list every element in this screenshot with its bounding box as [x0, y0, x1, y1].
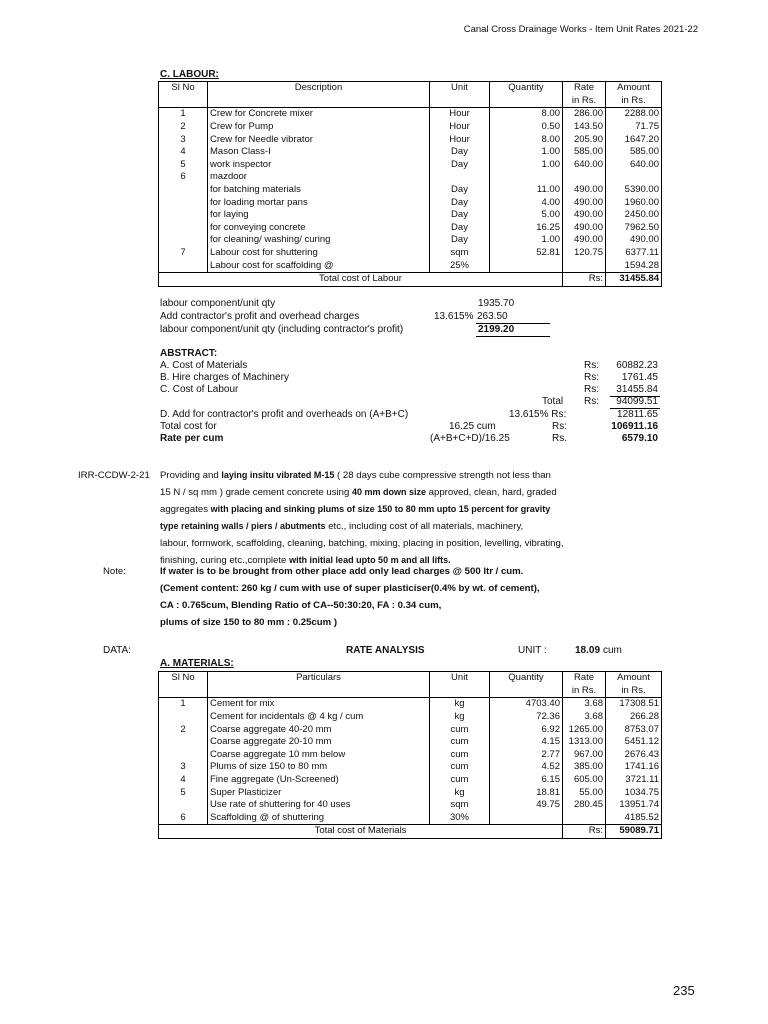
cell-unit: Day: [430, 222, 490, 235]
table-row: [159, 761, 662, 774]
cell-slno: [159, 749, 208, 762]
table-row: [159, 812, 662, 825]
cell-description: for conveying concrete: [208, 222, 430, 235]
table-row: [159, 749, 662, 762]
cell-description: Crew for Needle vibrator: [208, 133, 430, 146]
table-row: [159, 146, 662, 159]
table-row: [159, 196, 662, 209]
rate-analysis-title: RATE ANALYSIS: [346, 645, 425, 656]
cell-description: Coarse aggregate 20-10 mm: [208, 736, 430, 749]
total-cost-value: 106911.16: [611, 421, 658, 432]
cell-slno: 3: [159, 761, 208, 774]
table-row: [159, 259, 662, 272]
cell-description: for cleaning/ washing/ curing: [208, 234, 430, 247]
table-row: [159, 159, 662, 172]
cell-quantity: 1.00: [490, 234, 563, 247]
cell-rate: 1265.00: [563, 723, 606, 736]
col-qty-header: Quantity: [490, 672, 563, 685]
materials-total-value: 59089.71: [606, 825, 662, 839]
cell-quantity: 2.77: [490, 749, 563, 762]
cell-unit: cum: [430, 749, 490, 762]
cell-rate: 605.00: [563, 774, 606, 787]
cell-description: Coarse aggregate 10 mm below: [208, 749, 430, 762]
cell-slno: 1: [159, 108, 208, 121]
cell-rate: 286.00: [563, 108, 606, 121]
cell-slno: 5: [159, 159, 208, 172]
total-cost-rs: Rs:: [552, 421, 567, 432]
cell-description: Labour cost for scaffolding @: [208, 259, 430, 272]
cell-rate: 55.00: [563, 786, 606, 799]
cell-quantity: 18.81: [490, 786, 563, 799]
materials-header-row: [159, 672, 662, 685]
cell-unit: cum: [430, 774, 490, 787]
rate-formula: (A+B+C+D)/16.25: [430, 433, 510, 444]
table-row: [159, 247, 662, 260]
labour-header-row: [159, 82, 662, 95]
cell-quantity: 8.00: [490, 108, 563, 121]
cell-amount: 71.75: [606, 121, 662, 134]
incl-profit-value: 2199.20: [478, 324, 515, 335]
cell-description: for loading mortar pans: [208, 196, 430, 209]
cell-unit: cum: [430, 723, 490, 736]
incl-profit-label: labour component/unit qty (including contractor's profit): [160, 324, 404, 335]
materials-header-row-2: [159, 685, 662, 698]
materials-table: [158, 671, 662, 839]
col-unit-header: Unit: [430, 672, 490, 685]
cell-amount: 1960.00: [606, 196, 662, 209]
cell-rate: 3.68: [563, 711, 606, 724]
cell-slno: 4: [159, 774, 208, 787]
cell-quantity: 11.00: [490, 184, 563, 197]
rule: [476, 336, 550, 337]
cell-description: Plums of size 150 to 80 mm: [208, 761, 430, 774]
cell-amount: 1034.75: [606, 786, 662, 799]
cell-quantity: 52.81: [490, 247, 563, 260]
unit-value: cum: [603, 645, 622, 656]
abstract-d-label: D. Add for contractor's profit and overheads on (A+B+C): [160, 409, 409, 420]
item-code: IRR-CCDW-2-21: [78, 470, 150, 481]
cell-description: Fine aggregate (Un-Screened): [208, 774, 430, 787]
col-rate-header: Rate: [563, 82, 606, 95]
cell-quantity: 4703.40: [490, 698, 563, 711]
table-row: [159, 121, 662, 134]
note-label: Note:: [103, 566, 126, 577]
col-unit-header: Unit: [430, 82, 490, 95]
table-row: [159, 786, 662, 799]
cell-rate: 585.00: [563, 146, 606, 159]
unit-qty: 18.09: [575, 645, 601, 656]
cell-slno: [159, 259, 208, 272]
cell-description: Use rate of shuttering for 40 uses: [208, 799, 430, 812]
cell-quantity: 49.75: [490, 799, 563, 812]
cell-description: Scaffolding @ of shuttering: [208, 812, 430, 825]
cell-description: Coarse aggregate 40-20 mm: [208, 723, 430, 736]
cell-amount: 2288.00: [606, 108, 662, 121]
cell-rate: 143.50: [563, 121, 606, 134]
cell-slno: 4: [159, 146, 208, 159]
cell-unit: Day: [430, 146, 490, 159]
cell-quantity: [490, 259, 563, 272]
cell-unit: Day: [430, 196, 490, 209]
desc-line: type retaining walls / piers / abutments etc., including cost of all materials, machinery,: [160, 521, 524, 533]
col-particulars-header: Particulars: [208, 672, 430, 685]
cell-quantity: 16.25: [490, 222, 563, 235]
cell-slno: [159, 711, 208, 724]
col-rate-subheader: in Rs.: [563, 685, 606, 698]
cell-amount: 490.00: [606, 234, 662, 247]
cell-slno: [159, 196, 208, 209]
cell-slno: [159, 209, 208, 222]
labour-component-label: labour component/unit qty: [160, 298, 276, 309]
cell-description: Labour cost for shuttering: [208, 247, 430, 260]
cell-quantity: 6.15: [490, 774, 563, 787]
cell-unit: Day: [430, 209, 490, 222]
desc-line: 15 N / sq mm ) grade cement concrete using 40 mm down size approved, clean, hard, graded: [160, 487, 557, 499]
cell-slno: 7: [159, 247, 208, 260]
cell-unit: cum: [430, 761, 490, 774]
cell-quantity: 72.36: [490, 711, 563, 724]
cell-amount: 5451.12: [606, 736, 662, 749]
desc-line: aggregates with placing and sinking plums of size 150 to 80 mm upto 15 percent for gravity: [160, 504, 551, 516]
profit-label: Add contractor's profit and overhead charges: [160, 311, 360, 322]
note-line: plums of size 150 to 80 mm : 0.25cum ): [160, 617, 338, 629]
cell-slno: [159, 799, 208, 812]
cell-unit: Day: [430, 184, 490, 197]
cell-unit: Day: [430, 159, 490, 172]
table-row: [159, 774, 662, 787]
cell-rate: 205.90: [563, 133, 606, 146]
rate-per-label: Rate per cum: [160, 433, 224, 444]
profit-value: 263.50: [477, 311, 508, 322]
cell-unit: Hour: [430, 108, 490, 121]
cell-rate: [563, 259, 606, 272]
note-line: If water is to be brought from other place add only lead charges @ 500 ltr / cum.: [160, 566, 524, 577]
cell-rate: 490.00: [563, 196, 606, 209]
cell-amount: 640.00: [606, 159, 662, 172]
cell-amount: 2676.43: [606, 749, 662, 762]
cell-amount: 1741.16: [606, 761, 662, 774]
cell-unit: kg: [430, 786, 490, 799]
cell-quantity: 1.00: [490, 146, 563, 159]
col-amount-subheader: in Rs.: [606, 685, 662, 698]
cell-slno: 2: [159, 723, 208, 736]
cell-quantity: [490, 812, 563, 825]
cell-quantity: 8.00: [490, 133, 563, 146]
note-text: [160, 563, 540, 631]
total-cost-label: Total cost for: [160, 421, 217, 432]
cell-amount: 7962.50: [606, 222, 662, 235]
cell-amount: [606, 171, 662, 184]
cell-rate: 640.00: [563, 159, 606, 172]
rate-rs: Rs.: [552, 433, 567, 444]
materials-total-rs: Rs:: [563, 825, 606, 839]
cell-rate: 120.75: [563, 247, 606, 260]
cell-slno: 3: [159, 133, 208, 146]
table-row: [159, 234, 662, 247]
cell-quantity: 4.00: [490, 196, 563, 209]
cell-quantity: 0.50: [490, 121, 563, 134]
col-amount-header: Amount: [606, 672, 662, 685]
page-number: 235: [673, 983, 695, 998]
table-row: [159, 171, 662, 184]
col-desc-header: Description: [208, 82, 430, 95]
cell-rate: 490.00: [563, 222, 606, 235]
table-row: [159, 711, 662, 724]
cell-quantity: 6.92: [490, 723, 563, 736]
cell-description: mazdoor: [208, 171, 430, 184]
rate-value: 6579.10: [621, 433, 658, 444]
labour-total-label: Total cost of Labour: [159, 272, 563, 286]
abstract-c-value: 31455.84: [616, 384, 658, 395]
cell-description: for laying: [208, 209, 430, 222]
col-qty-header: Quantity: [490, 82, 563, 95]
cell-unit: Day: [430, 234, 490, 247]
labour-table: [158, 81, 662, 287]
cell-rate: 490.00: [563, 209, 606, 222]
desc-line: finishing, curing etc.,complete with initial lead upto 50 m and all lifts.: [160, 555, 451, 567]
cell-slno: 6: [159, 171, 208, 184]
cell-description: for batching materials: [208, 184, 430, 197]
cell-rate: [563, 812, 606, 825]
col-amount-subheader: in Rs.: [606, 95, 662, 108]
cell-amount: 3721.11: [606, 774, 662, 787]
cell-description: Cement for incidentals @ 4 kg / cum: [208, 711, 430, 724]
cell-unit: cum: [430, 736, 490, 749]
cell-description: Mason Class-I: [208, 146, 430, 159]
profit-pct: 13.615%: [434, 311, 474, 322]
table-row: [159, 799, 662, 812]
cell-unit: kg: [430, 711, 490, 724]
cell-rate: [563, 171, 606, 184]
abstract-title: ABSTRACT:: [160, 348, 218, 359]
cell-unit: sqm: [430, 799, 490, 812]
cell-slno: [159, 234, 208, 247]
item-description: [160, 467, 564, 570]
labour-component-value: 1935.70: [478, 298, 515, 309]
cell-rate: 1313.00: [563, 736, 606, 749]
materials-section-title: A. MATERIALS:: [160, 658, 234, 669]
abstract-d-pct: 13.615% Rs:: [509, 409, 567, 420]
col-rate-subheader: in Rs.: [563, 95, 606, 108]
col-slno-header: Sl No: [159, 672, 208, 685]
cell-slno: 5: [159, 786, 208, 799]
desc-line: labour, formwork, scaffolding, cleaning, batching, mixing, placing in position, levelling, vibrating,: [160, 538, 564, 550]
cell-description: Crew for Pump: [208, 121, 430, 134]
cell-amount: 4185.52: [606, 812, 662, 825]
cell-slno: 6: [159, 812, 208, 825]
cell-slno: [159, 736, 208, 749]
cell-amount: 266.28: [606, 711, 662, 724]
table-row: [159, 723, 662, 736]
cell-rate: 490.00: [563, 184, 606, 197]
abstract-total-value: 94099.51: [616, 396, 658, 407]
materials-total-label: Total cost of Materials: [159, 825, 563, 839]
labour-total-row: [159, 272, 662, 286]
cell-unit: [430, 171, 490, 184]
cell-quantity: 5.00: [490, 209, 563, 222]
cell-amount: 17308.51: [606, 698, 662, 711]
labour-total-value: 31455.84: [606, 272, 662, 286]
cell-quantity: 4.15: [490, 736, 563, 749]
table-row: [159, 698, 662, 711]
cell-unit: sqm: [430, 247, 490, 260]
labour-total-rs: Rs:: [563, 272, 606, 286]
cell-amount: 8753.07: [606, 723, 662, 736]
col-amount-header: Amount: [606, 82, 662, 95]
cell-amount: 2450.00: [606, 209, 662, 222]
table-row: [159, 133, 662, 146]
labour-section-title: C. LABOUR:: [160, 69, 219, 80]
abstract-c-label: C. Cost of Labour: [160, 384, 239, 395]
table-row: [159, 222, 662, 235]
cell-rate: 967.00: [563, 749, 606, 762]
cell-quantity: [490, 171, 563, 184]
abstract-c-rs: Rs:: [584, 384, 599, 395]
cell-description: Crew for Concrete mixer: [208, 108, 430, 121]
data-label: DATA:: [103, 645, 131, 656]
cell-amount: 1594.28: [606, 259, 662, 272]
cell-unit: Hour: [430, 121, 490, 134]
desc-line: Providing and laying insitu vibrated M-15 ( 28 days cube compressive strength not less than: [160, 470, 551, 481]
cell-unit: 25%: [430, 259, 490, 272]
col-slno-header: Sl No: [159, 82, 208, 95]
cell-amount: 1647.20: [606, 133, 662, 146]
note-line: CA : 0.765cum, Blending Ratio of CA--50:30:20, FA : 0.34 cum,: [160, 600, 442, 612]
col-rate-header: Rate: [563, 672, 606, 685]
cell-rate: 280.45: [563, 799, 606, 812]
unit-label: UNIT :: [518, 645, 547, 656]
cell-amount: 6377.11: [606, 247, 662, 260]
cell-amount: 585.00: [606, 146, 662, 159]
total-cost-qty: 16.25 cum: [449, 421, 496, 432]
cell-rate: 490.00: [563, 234, 606, 247]
cell-unit: kg: [430, 698, 490, 711]
cell-description: Cement for mix: [208, 698, 430, 711]
abstract-total-label: Total: [542, 396, 564, 407]
abstract-a-rs: Rs:: [584, 360, 599, 371]
table-row: [159, 736, 662, 749]
cell-rate: 385.00: [563, 761, 606, 774]
abstract-total-rs: Rs:: [584, 396, 599, 407]
labour-header-row-2: [159, 95, 662, 108]
running-header: Canal Cross Drainage Works - Item Unit Rates 2021-22: [463, 24, 698, 35]
abstract-b-rs: Rs:: [584, 372, 599, 383]
abstract-d-value: 12811.65: [617, 409, 658, 420]
abstract-b-label: B. Hire charges of Machinery: [160, 372, 289, 383]
abstract-b-value: 1761.45: [621, 372, 658, 383]
cell-slno: 2: [159, 121, 208, 134]
table-row: [159, 108, 662, 121]
cell-amount: 5390.00: [606, 184, 662, 197]
materials-total-row: [159, 825, 662, 839]
table-row: [159, 184, 662, 197]
note-line: (Cement content: 260 kg / cum with use of super plasticiser(0.4% by wt. of cement),: [160, 583, 540, 595]
cell-description: work inspector: [208, 159, 430, 172]
cell-slno: [159, 184, 208, 197]
table-row: [159, 209, 662, 222]
abstract-a-value: 60882.23: [616, 360, 658, 371]
abstract-a-label: A. Cost of Materials: [160, 360, 248, 371]
cell-unit: 30%: [430, 812, 490, 825]
cell-slno: 1: [159, 698, 208, 711]
cell-quantity: 4.52: [490, 761, 563, 774]
cell-amount: 13951.74: [606, 799, 662, 812]
cell-rate: 3.68: [563, 698, 606, 711]
cell-slno: [159, 222, 208, 235]
cell-quantity: 1.00: [490, 159, 563, 172]
cell-unit: Hour: [430, 133, 490, 146]
cell-description: Super Plasticizer: [208, 786, 430, 799]
